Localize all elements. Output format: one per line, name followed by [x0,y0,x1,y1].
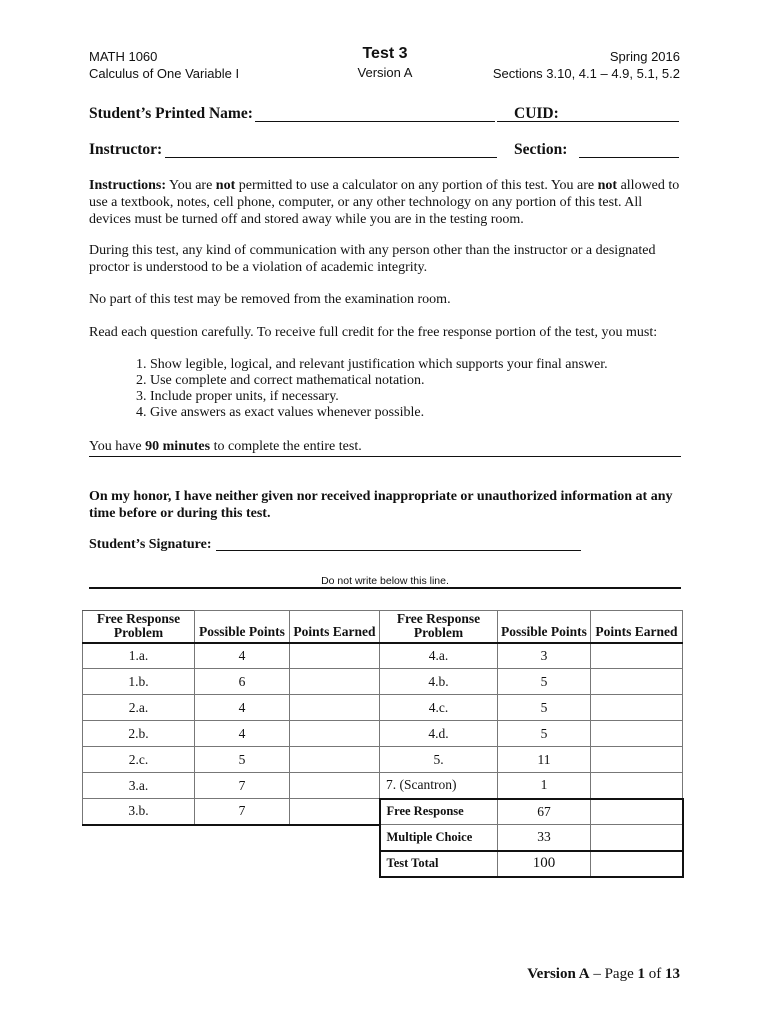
signature-row [89,537,689,557]
instr-text-c: allowed to use a textbook, notes, cell phone, computer, or any other technology on any portion of this test. All devices must be turned off and stored away while you are in the testing room. [89,178,680,227]
footer-version: Version A [527,966,590,982]
table-row [83,773,683,799]
requirement-item: 2. Use complete and correct mathematical notation. [136,373,425,388]
problem-cell: 1.b. [83,669,195,695]
empty-cell [195,825,290,851]
term: Spring 2016 [609,49,680,64]
empty-cell [290,825,380,851]
earned-cell[interactable] [591,643,683,669]
time-limit [89,438,679,455]
earned-cell[interactable] [591,721,683,747]
empty-cell [83,825,195,851]
section-label: Section: [514,141,568,158]
points-cell: 5 [498,669,591,695]
earned-cell[interactable] [591,799,683,825]
footer-of: of [645,966,665,982]
points-cell: 3 [498,643,591,669]
requirement-item: 3. Include proper units, if necessary. [136,389,339,404]
points-cell: 4 [195,721,290,747]
requirements-list [136,357,656,421]
problem-cell: 3.a. [83,773,195,799]
cuid-label: CUID: [514,105,559,122]
table-row [83,799,683,825]
earned-cell[interactable] [591,773,683,799]
instr-text-a: You are [166,178,216,193]
instr-not-2: not [597,178,618,193]
problem-cell: 1.a. [83,643,195,669]
points-cell: 6 [195,669,290,695]
points-cell: 5 [498,695,591,721]
points-cell: 7 [195,799,290,825]
signature-label: Student’s Signature: [89,537,212,552]
printed-name-label: Student’s Printed Name: [89,105,253,122]
time-text-a: You have [89,439,146,454]
honor-pledge: On my honor, I have neither given nor received inappropriate or unauthorized information at any time before or during this test. [89,489,673,521]
integrity-paragraph: During this test, any kind of communication with any person other than the instructor or a designated proctor is understood to be a violation of academic integrity. [89,243,656,275]
problem-cell: 4.b. [380,669,498,695]
problem-cell: 4.c. [380,695,498,721]
problem-cell: 4.d. [380,721,498,747]
points-cell: 4 [195,695,290,721]
table-row [83,643,683,669]
divider [89,456,681,457]
problem-cell: 7. (Scantron) [380,773,498,799]
empty-cell [195,851,290,877]
test-title: Test 3 [362,45,408,62]
earned-cell[interactable] [290,695,380,721]
test-title-block [300,44,470,81]
score-table-wrap [82,610,684,878]
earned-cell[interactable] [290,669,380,695]
earned-cell[interactable] [591,825,683,851]
problem-cell: 4.a. [380,643,498,669]
time-minutes: 90 minutes [145,439,211,454]
instructor-line[interactable] [165,157,497,158]
time-text-c: to complete the entire test. [210,439,362,454]
footer-dash: – Page [589,966,638,982]
course-name: Calculus of One Variable I [89,66,240,81]
points-cell: 11 [498,747,591,773]
page-footer [527,966,680,983]
do-not-write-note: Do not write below this line. [321,575,449,587]
total-label-cell: Multiple Choice [380,825,498,851]
problem-cell: 2.a. [83,695,195,721]
total-label-cell: Free Response [380,799,498,825]
header-earned-right: Points Earned [591,611,683,643]
points-cell: 5 [498,721,591,747]
points-cell: 4 [195,643,290,669]
empty-cell [290,851,380,877]
name-row [89,105,689,127]
removal-paragraph: No part of this test may be removed from the examination room. [89,292,451,307]
problem-cell: 5. [380,747,498,773]
total-label-cell: Test Total [380,851,498,877]
term-block [493,48,680,82]
heavy-divider [89,587,681,589]
points-cell: 5 [195,747,290,773]
earned-cell[interactable] [290,773,380,799]
signature-line[interactable] [216,550,581,551]
requirement-item: 1. Show legible, logical, and relevant justification which supports your final answer. [136,357,608,372]
problem-cell: 2.b. [83,721,195,747]
table-row [83,721,683,747]
instr-text-b: permitted to use a calculator on any portion of this test. You are [235,178,598,193]
score-table [82,610,684,878]
earned-cell[interactable] [290,721,380,747]
printed-name-line[interactable] [255,121,495,122]
earned-cell[interactable] [591,851,683,877]
earned-cell[interactable] [591,695,683,721]
earned-cell[interactable] [591,669,683,695]
earned-cell[interactable] [290,799,380,825]
header-earned-left: Points Earned [290,611,380,643]
course-number: MATH 1060 [89,49,158,64]
earned-cell[interactable] [290,643,380,669]
total-points-cell: 100 [498,851,591,877]
section-line[interactable] [579,157,679,158]
footer-total: 13 [665,966,680,982]
instructions-label: Instructions: [89,178,167,193]
instructions-paragraph [89,177,684,228]
test-version: Version A [357,65,413,80]
instructor-label: Instructor: [89,141,163,158]
header-fr-problem-left: Free Response Problem [83,611,195,643]
instr-not-1: not [215,178,236,193]
table-row [83,669,683,695]
header-fr-problem-right: Free Response Problem [380,611,498,643]
total-points-cell: 67 [498,799,591,825]
earned-cell[interactable] [290,747,380,773]
problem-cell: 3.b. [83,799,195,825]
cuid-line[interactable] [566,121,679,122]
table-row [83,825,683,851]
points-cell: 7 [195,773,290,799]
header-possible-left: Possible Points [195,611,290,643]
header-possible-right: Possible Points [498,611,591,643]
empty-cell [83,851,195,877]
course-header [89,48,239,82]
read-carefully-paragraph: Read each question carefully. To receive full credit for the free response portion of the test, you must: [89,325,658,340]
sections: Sections 3.10, 4.1 – 4.9, 5.1, 5.2 [492,66,680,81]
instructor-row [89,141,689,163]
problem-cell: 2.c. [83,747,195,773]
total-points-cell: 33 [498,825,591,851]
footer-page: 1 [637,966,645,982]
requirement-item: 4. Give answers as exact values whenever possible. [136,405,425,420]
earned-cell[interactable] [591,747,683,773]
table-row [83,747,683,773]
table-row [83,851,683,877]
points-cell: 1 [498,773,591,799]
table-row [83,695,683,721]
table-header-row [83,611,683,643]
